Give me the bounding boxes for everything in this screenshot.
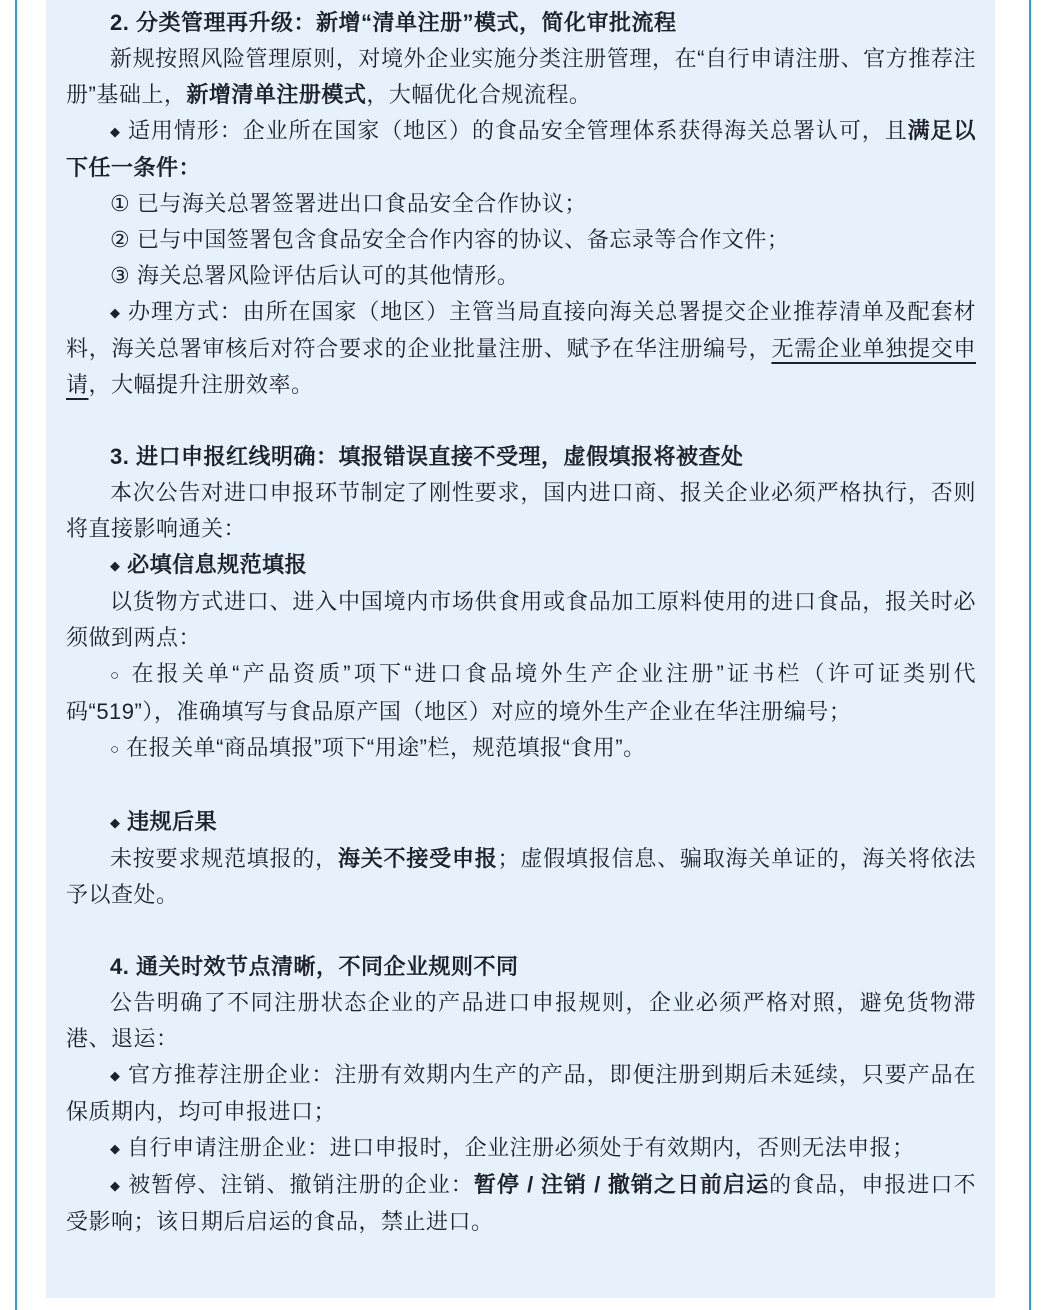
text-run: ；虚假填报信息、骗取海关单证的，海关将依法予以查处。 [66, 846, 976, 907]
text-run: 海关不接受申报 [337, 846, 498, 871]
paragraph [66, 294, 976, 403]
text-run: 以货物方式进口、进入中国境内市场供食用或食品加工原料使用的进口食品，报关时必须做到两点： [66, 589, 976, 650]
paragraph [66, 258, 976, 294]
text-run: ③ 海关总署风险评估后认可的其他情形。 [110, 263, 520, 288]
text-run: 的食品，申报进口不受影响；该日期后启运的食品，禁止进口。 [66, 1172, 976, 1234]
paragraph [66, 1130, 976, 1167]
text-run: 无需企业单独提交申请 [66, 336, 976, 397]
text-run: 在报关单“产品资质”项下“进口食品境外生产企业注册”证书栏（许可证类别代码“519”），准确填写与食品原产国（地区）对应的境外生产企业在华注册编号； [66, 661, 977, 724]
left-accent-line [15, 0, 17, 1310]
section-3-heading: 3. 进口申报红线明确：填报错误直接不受理，虚假填报将被查处 [110, 444, 744, 469]
diamond-bullet-icon: ◆ [110, 305, 121, 320]
content-panel [46, 0, 995, 1298]
section-4-heading: 4. 通关时效节点清晰，不同企业规则不同 [110, 954, 519, 979]
text-run: 自行申请注册企业：进口申报时，企业注册必须处于有效期内，否则无法申报； [120, 1135, 915, 1160]
text-run: 办理方式：由所在国家（地区）主管当局直接向海关总署提交企业推荐清单及配套材料，海关总署审核后对符合要求的企业批量注册、赋予在华注册编号， [66, 299, 976, 361]
text-run: 在报关单“商品填报”项下“用途”栏，规范填报“食用”。 [119, 735, 646, 760]
paragraph [66, 985, 976, 1057]
text-run: 公告明确了不同注册状态企业的产品进口申报规则，企业必须严格对照，避免货物滞港、退运： [66, 990, 976, 1051]
article-body [66, 5, 976, 1240]
paragraph [66, 475, 976, 547]
text-run: ② 已与中国签署包含食品安全合作内容的协议、备忘录等合作文件； [110, 227, 790, 252]
text-run: 暂停 / 注销 / 撤销之日前启运 [473, 1172, 770, 1197]
paragraph [66, 1057, 976, 1130]
paragraph [66, 730, 976, 768]
paragraph [66, 1167, 976, 1240]
paragraph [66, 841, 976, 913]
text-run: 新规按照风险管理原则，对境外企业实施分类注册管理，在“自行申请注册、官方推荐注册”基础上， [66, 46, 976, 107]
paragraph [66, 804, 976, 841]
text-run: 必填信息规范填报 [120, 552, 308, 577]
paragraph [66, 41, 976, 113]
text-run: 新增清单注册模式 [186, 82, 367, 107]
paragraph [66, 186, 976, 222]
text-run: 适用情形：企业所在国家（地区）的食品安全管理体系获得海关总署认可，且 [120, 118, 908, 143]
text-run: 未按要求规范填报的， [110, 846, 338, 871]
text-run: ，大幅优化合规流程。 [366, 82, 592, 107]
diamond-bullet-icon: ◆ [110, 558, 121, 573]
circle-bullet-icon: ○ [110, 741, 120, 758]
text-run: 被暂停、注销、撤销注册的企业： [121, 1172, 474, 1197]
paragraph [66, 547, 976, 584]
text-run: 本次公告对进口申报环节制定了刚性要求，国内进口商、报关企业必须严格执行，否则将直接影响通关： [66, 480, 976, 541]
diamond-bullet-icon: ◆ [110, 1068, 121, 1083]
diamond-bullet-icon: ◆ [110, 1178, 122, 1193]
text-run: ，大幅提升注册效率。 [88, 372, 314, 397]
text-run: 官方推荐注册企业：注册有效期内生产的产品，即便注册到期后未延续，只要产品在保质期内，均可申报进口； [66, 1062, 976, 1124]
text-run: 满足以下任一条件： [66, 118, 976, 180]
section-2-heading: 2. 分类管理再升级：新增“清单注册”模式，简化审批流程 [110, 10, 677, 35]
right-accent-line [1029, 0, 1031, 1310]
paragraph [66, 113, 976, 186]
diamond-bullet-icon: ◆ [110, 124, 121, 139]
text-run: ① 已与海关总署签署进出口食品安全合作协议； [110, 191, 587, 216]
text-run: 违规后果 [120, 809, 218, 834]
diamond-bullet-icon: ◆ [110, 1141, 121, 1156]
circle-bullet-icon: ○ [110, 667, 123, 684]
paragraph [66, 656, 976, 730]
diamond-bullet-icon: ◆ [110, 815, 121, 830]
paragraph [66, 584, 976, 656]
paragraph [66, 222, 976, 258]
